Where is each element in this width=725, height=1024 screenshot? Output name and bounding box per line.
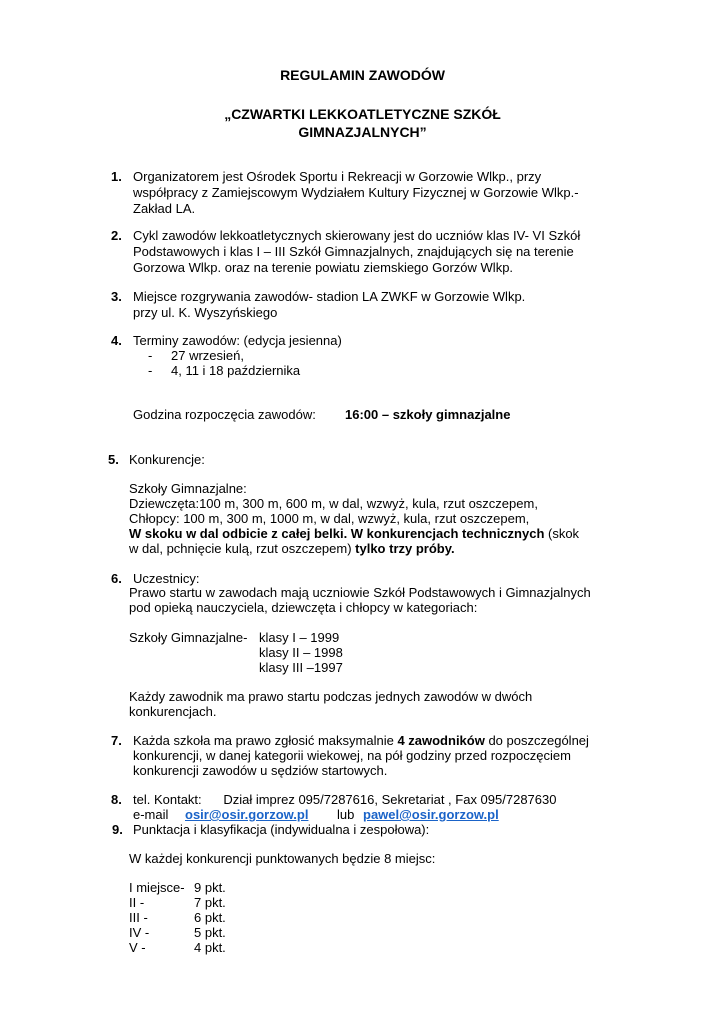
document-subtitle-line1: „CZWARTKI LEKKOATLETYCZNE SZKÓŁ	[224, 106, 501, 122]
section-6-heading: Uczestnicy:	[133, 571, 200, 586]
start-time-label: Godzina rozpoczęcia zawodów:	[133, 407, 316, 422]
section-4-line1: Terminy zawodów: (edycja jesienna)	[133, 333, 342, 348]
section-6-line4: Każdy zawodnik ma prawo startu podczas jednych zawodów w dwóch	[129, 689, 533, 704]
document-title: REGULAMIN ZAWODÓW	[280, 67, 445, 83]
place-points: 4 pkt.	[194, 940, 226, 955]
section-9-line2: W każdej konkurencji punktowanych będzie 8 miejsc:	[129, 851, 436, 866]
place-label: III -	[129, 910, 148, 925]
document-subtitle-line2: GIMNAZJALNYCH”	[298, 124, 427, 140]
section-5-rules-line1	[129, 526, 579, 541]
text-bold-part: 4 zawodników	[397, 733, 485, 748]
place-label: II -	[129, 895, 145, 910]
category-2: klasy II – 1998	[259, 645, 343, 660]
section-2-line2: Podstawowych i klas I – III Szkół Gimnazjalnych, znajdujących się na terenie	[133, 244, 574, 259]
section-1-line2: współpracy z Zamiejscowym Wydziałem Kultury Fizycznej w Gorzowie Wlkp.-	[133, 185, 579, 200]
email-link-pawel[interactable]: pawel@osir.gorzow.pl	[363, 807, 499, 822]
section-6-line2: Prawo startu w zawodach mają uczniowie Szkół Podstawowych i Gimnazjalnych	[129, 585, 591, 600]
section-9-heading: Punktacja i klasyfikacja (indywidualna i zespołowa):	[133, 822, 430, 837]
category-3: klasy III –1997	[259, 660, 343, 675]
section-1-line3: Zakład LA.	[133, 201, 196, 216]
section-7-line3: konkurencji zawodów u sędziów startowych.	[133, 763, 388, 778]
section-7-number: 7.	[111, 733, 122, 748]
section-1-line1: Organizatorem jest Ośrodek Sportu i Rekreacji w Gorzowie Wlkp., przy	[133, 169, 542, 184]
place-points: 7 pkt.	[194, 895, 226, 910]
section-8-number: 8.	[111, 792, 122, 807]
rule-bold: tylko trzy próby.	[355, 541, 455, 556]
section-5-school: Szkoły Gimnazjalne:	[129, 481, 247, 496]
section-5-girls: Dziewczęta:100 m, 300 m, 600 m, w dal, wzwyż, kula, rzut oszczepem,	[129, 496, 538, 511]
category-1: klasy I – 1999	[259, 630, 340, 645]
section-7-line1	[133, 733, 589, 748]
section-4-number: 4.	[111, 333, 122, 348]
contact-phone: tel. Kontakt: Dział imprez 095/7287616, Sekretariat , Fax 095/7287630	[133, 792, 557, 807]
date-item-2: 4, 11 i 18 października	[171, 363, 301, 378]
section-6-number: 6.	[111, 571, 122, 586]
section-1-number: 1.	[111, 169, 122, 184]
section-2-line1: Cykl zawodów lekkoatletycznych skierowany jest do uczniów klas IV- VI Szkół	[133, 228, 581, 243]
section-2-line3: Gorzowa Wlkp. oraz na terenie powiatu ziemskiego Gorzów Wlkp.	[133, 260, 514, 275]
start-time-value: 16:00 – szkoły gimnazjalne	[345, 407, 511, 422]
text-part: do poszczególnej	[484, 733, 589, 748]
section-6-line3: pod opieką nauczyciela, dziewczęta i chłopcy w kategoriach:	[129, 600, 478, 615]
section-5-heading: Konkurencje:	[129, 452, 205, 467]
date-bullet: -	[148, 363, 153, 378]
section-5-number: 5.	[108, 452, 119, 467]
date-item-1: 27 wrzesień,	[171, 348, 244, 363]
section-7-line2: konkurencji, w danej kategorii wiekowej, na pół godziny przed rozpoczęciem	[133, 748, 571, 763]
email-or: lub	[337, 807, 355, 822]
section-5-boys: Chłopcy: 100 m, 300 m, 1000 m, w dal, wzwyż, kula, rzut oszczepem,	[129, 511, 530, 526]
rule-normal: w dal, pchnięcie kulą, rzut oszczepem)	[129, 541, 356, 556]
rule-bold: W skoku w dal odbicie z całej belki. W konkurencjach technicznych	[129, 526, 545, 541]
text-part: Każda szkoła ma prawo zgłosić maksymalnie	[133, 733, 398, 748]
email-link-osir[interactable]: osir@osir.gorzow.pl	[185, 807, 309, 822]
section-2-number: 2.	[111, 228, 122, 243]
place-label: V -	[129, 940, 146, 955]
place-points: 6 pkt.	[194, 910, 226, 925]
section-9-number: 9.	[112, 822, 123, 837]
place-label: I miejsce-	[129, 880, 185, 895]
email-label: e-mail	[133, 807, 169, 822]
section-3-line1: Miejsce rozgrywania zawodów- stadion LA ZWKF w Gorzowie Wlkp.	[133, 289, 526, 304]
section-5-rules-line2	[129, 541, 455, 556]
category-label: Szkoły Gimnazjalne-	[129, 630, 248, 645]
date-bullet: -	[148, 348, 153, 363]
place-label: IV -	[129, 925, 150, 940]
place-points: 9 pkt.	[194, 880, 226, 895]
section-6-line5: konkurencjach.	[129, 704, 217, 719]
section-3-number: 3.	[111, 289, 122, 304]
rule-normal: (skok	[544, 526, 580, 541]
section-3-line2: przy ul. K. Wyszyńskiego	[133, 305, 278, 320]
place-points: 5 pkt.	[194, 925, 226, 940]
